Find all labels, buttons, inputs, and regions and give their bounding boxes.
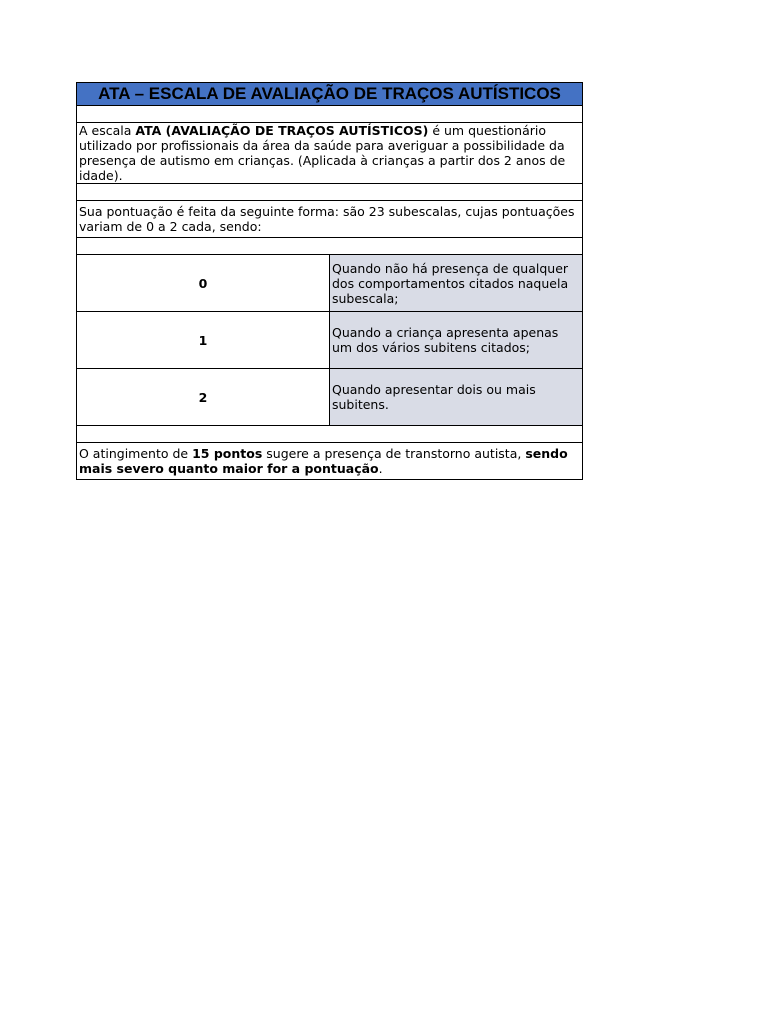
empty-cell[interactable] (77, 426, 583, 443)
empty-row (77, 184, 583, 201)
empty-cell[interactable] (77, 238, 583, 255)
score-cell[interactable]: 2 (77, 369, 330, 426)
empty-cell[interactable] (77, 106, 583, 123)
conclusion-part3: . (378, 461, 383, 476)
conclusion-severity: sendo mais severo quanto maior for a pontuação (79, 446, 568, 476)
spreadsheet-table (76, 82, 583, 480)
description-cell[interactable]: Quando apresentar dois ou mais subitens. (330, 369, 583, 426)
scoring-row (77, 201, 583, 238)
intro-prefix: A escala (79, 123, 136, 138)
level-row-2 (77, 369, 583, 426)
empty-row (77, 238, 583, 255)
empty-cell[interactable] (77, 184, 583, 201)
score-cell[interactable]: 1 (77, 312, 330, 369)
empty-row (77, 106, 583, 123)
conclusion-threshold: 15 pontos (192, 446, 263, 461)
intro-row (77, 123, 583, 184)
conclusion-part1: O atingimento de (79, 446, 193, 461)
conclusion-cell[interactable] (77, 443, 583, 480)
conclusion-part2: sugere a presença de transtorno autista, (262, 446, 526, 461)
level-row-0 (77, 255, 583, 312)
conclusion-row (77, 443, 583, 480)
score-cell[interactable]: 0 (77, 255, 330, 312)
description-cell[interactable]: Quando não há presença de qualquer dos comportamentos citados naquela subescala; (330, 255, 583, 312)
intro-cell[interactable] (77, 123, 583, 184)
title-row (77, 83, 583, 106)
sheet-title[interactable]: ATA – ESCALA DE AVALIAÇÃO DE TRAÇOS AUTÍSTICOS (77, 83, 583, 106)
intro-suffix: é um questionário utilizado por profissionais da área da saúde para averiguar a possibilidade da presença de autismo em crianças. (Aplicada à crianças a partir dos 2 anos de idade). (79, 123, 566, 183)
description-cell[interactable]: Quando a criança apresenta apenas um dos vários subitens citados; (330, 312, 583, 369)
level-row-1 (77, 312, 583, 369)
scoring-cell[interactable]: Sua pontuação é feita da seguinte forma: são 23 subescalas, cujas pontuações variam de 0 a 2 cada, sendo: (77, 201, 583, 238)
intro-scale-name: ATA (AVALIAÇÃO DE TRAÇOS AUTÍSTICOS) (135, 123, 429, 138)
empty-row (77, 426, 583, 443)
